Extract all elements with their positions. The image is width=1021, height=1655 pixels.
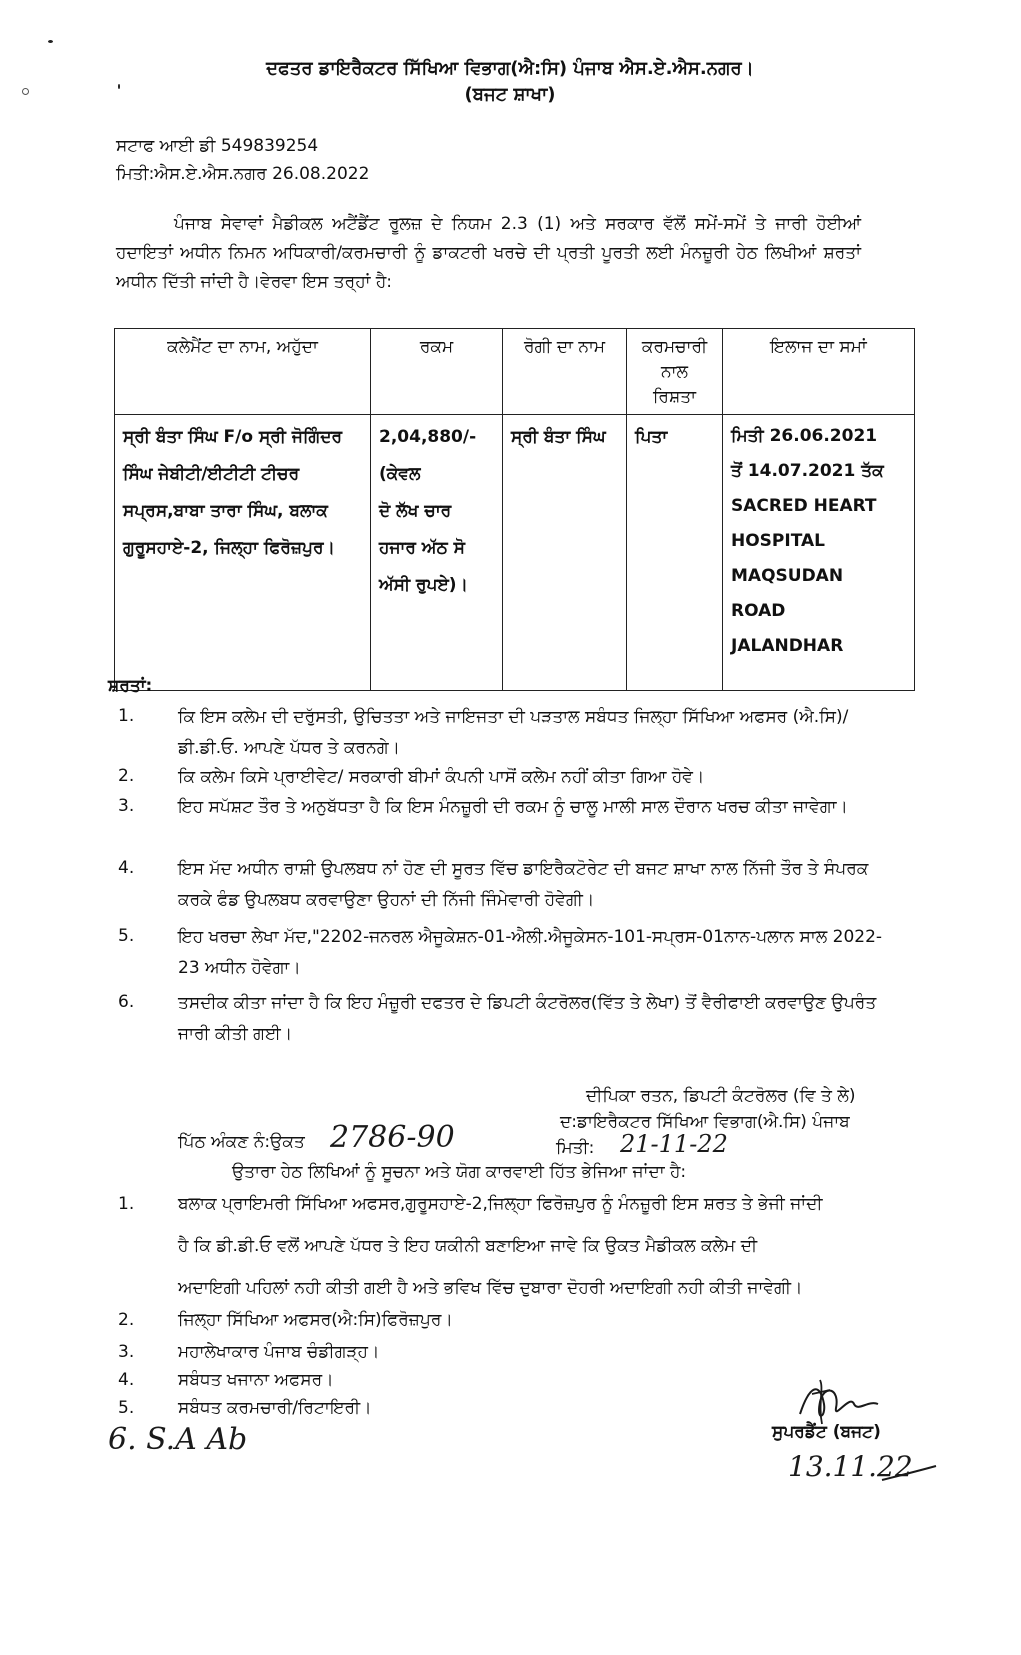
- signatory-office: ਦ:ਡਾਇਰੈਕਟਰ ਸਿੱਖਿਆ ਵਿਭਾਗ(ਐ.ਸਿ) ਪੰਜਾਬ: [560, 1112, 850, 1132]
- condition-text: ਕਿ ਇਸ ਕਲੇਮ ਦੀ ਦਰੁੱਸਤੀ, ਉਚਿਤਤਾ ਅਤੇ ਜਾਇਜਤਾ ਦੀ ਪੜਤਾਲ ਸਬੰਧਤ ਜਿਲ੍ਹਾ ਸਿੱਖਿਆ ਅਫਸਰ (ਐ.ਸਿ)/ਡੀ.ਡੀ.ਓ. ਆਪਣੇ ਪੱਧਰ ਤੇ ਕਰਨਗੇ।: [178, 707, 849, 758]
- handwritten-superintendent-date: 13.11.22: [788, 1450, 913, 1483]
- header-relation-line: ਕਰਮਚਾਰੀ: [641, 337, 708, 357]
- branch-heading: (ਬਜਟ ਸ਼ਾਖਾ): [464, 84, 556, 105]
- endorsement-line: ਸਬੰਧਤ ਖਜਾਨਾ ਅਫਸਰ।: [178, 1370, 334, 1390]
- office-heading: ਦਫਤਰ ਡਾਇਰੈਕਟਰ ਸਿੱਖਿਆ ਵਿਭਾਗ(ਐ:ਸਿ) ਪੰਜਾਬ ਐਸ.ਏ.ਐਸ.ਨਗਰ।: [266, 58, 754, 79]
- endorsement-line: ਸਬੰਧਤ ਕਰਮਚਾਰੀ/ਰਿਟਾਇਰੀ।: [178, 1398, 372, 1418]
- scan-speck: [22, 88, 29, 95]
- period-line: ROAD: [731, 601, 786, 621]
- period-line: SACRED HEART: [731, 496, 877, 516]
- endorsement-line: ਅਦਾਇਗੀ ਪਹਿਲਾਂ ਨਹੀ ਕੀਤੀ ਗਈ ਹੈ ਅਤੇ ਭਵਿਖ ਵਿੱਚ ਦੁਬਾਰਾ ਦੋਹਰੀ ਅਦਾਇਗੀ ਨਹੀ ਕੀਤੀ ਜਾਵੇਗੀ।: [178, 1278, 803, 1298]
- table-header-row: [115, 329, 915, 415]
- endorsement-line: ਬਲਾਕ ਪ੍ਰਾਇਮਰੀ ਸਿੱਖਿਆ ਅਫਸਰ,ਗੁਰੂਸਹਾਏ-2,ਜਿਲ੍ਹਾ ਫਿਰੋਜ਼ਪੁਰ ਨੂੰ ਮੰਨਜ਼ੂਰੀ ਇਸ ਸ਼ਰਤ ਤੇ ਭੇਜੀ ਜਾਂਦੀ: [178, 1194, 823, 1214]
- signatory-date-label: ਮਿਤੀ:: [556, 1138, 595, 1158]
- condition-number: 6.: [118, 992, 135, 1012]
- scan-speck: [48, 40, 53, 43]
- condition-number: 3.: [118, 796, 135, 816]
- amount-words-line: ਹਜਾਰ ਅੱਠ ਸੋ: [379, 538, 465, 558]
- staff-id: ਸਟਾਫ ਆਈ ਡੀ 549839254: [116, 136, 319, 156]
- superintendent-title: ਸੁਪਰਡੈਂਟ (ਬਜਟ): [772, 1422, 881, 1442]
- endorsement-line: ਮਹਾਲੇਖਾਕਾਰ ਪੰਜਾਬ ਚੰਡੀਗੜ੍ਹ।: [178, 1342, 380, 1362]
- condition-text: ਇਹ ਸਪੱਸ਼ਟ ਤੌਰ ਤੇ ਅਨੁਬੱਧਤਾ ਹੈ ਕਿ ਇਸ ਮੰਨਜ਼ੂਰੀ ਦੀ ਰਕਮ ਨੂੰ ਚਾਲੂ ਮਾਲੀ ਸਾਲ ਦੌਰਾਨ ਖਰਚ ਕੀਤਾ ਜਾਵੇਗਾ।: [178, 797, 848, 817]
- amount-figure: 2,04,880/-: [379, 427, 477, 447]
- endorsement-number: 5.: [118, 1398, 135, 1418]
- header-period: ਇਲਾਜ ਦਾ ਸਮਾਂ: [723, 329, 915, 415]
- table-row: [115, 415, 915, 691]
- header-relation-line: ਰਿਸ਼ਤਾ: [652, 387, 697, 407]
- header-relation: [627, 329, 723, 415]
- conditions-title: ਸ਼ਰਤਾਂ:: [108, 676, 153, 696]
- condition-text: ਤਸਦੀਕ ਕੀਤਾ ਜਾਂਦਾ ਹੈ ਕਿ ਇਹ ਮੰਜ਼ੂਰੀ ਦਫਤਰ ਦੇ ਡਿਪਟੀ ਕੰਟਰੋਲਰ(ਵਿੱਤ ਤੇ ਲੇਖਾ) ਤੋਂ ਵੈਰੀਫਾਈ ਕਰਵਾਉਣ ਉਪਰੰਤ ਜਾਰੀ ਕੀਤੀ ਗਈ।: [178, 993, 877, 1044]
- scan-speck: [118, 84, 120, 89]
- patient-cell: ਸ੍ਰੀ ਬੰਤਾ ਸਿੰਘ: [503, 415, 627, 691]
- header-claimant: ਕਲੇਮੈਂਟ ਦਾ ਨਾਮ, ਅਹੁੱਦਾ: [115, 329, 371, 415]
- amount-words-line: (ਕੇਵਲ: [379, 464, 421, 484]
- period-cell: [723, 415, 915, 691]
- claimant-line: ਸਿੰਘ ਜੇਬੀਟੀ/ਈਟੀਟੀ ਟੀਚਰ: [123, 464, 300, 484]
- date-underline: [880, 1462, 940, 1486]
- endorsement-intro: ਉਤਾਰਾ ਹੇਠ ਲਿਖਿਆਂ ਨੂੰ ਸੂਚਨਾ ਅਤੇ ਯੋਗ ਕਾਰਵਾਈ ਹਿੱਤ ਭੇਜਿਆ ਜਾਂਦਾ ਹੈ:: [232, 1162, 687, 1182]
- signatory-name: ਦੀਪਿਕਾ ਰਤਨ, ਡਿਪਟੀ ਕੰਟਰੋਲਰ (ਵਿ ਤੇ ਲੇ): [586, 1086, 856, 1106]
- condition-number: 1.: [118, 706, 135, 726]
- condition-text: ਇਹ ਖਰਚਾ ਲੇਖਾ ਮੱਦ,"2202-ਜਨਰਲ ਐਜੂਕੇਸ਼ਨ-01-ਐਲੀ.ਐਜੂਕੇਸਨ-101-ਸਪ੍ਰਸ-01ਨਾਨ-ਪਲਾਨ ਸਾਲ 2022-23 ਅਧੀਨ ਹੋਵੇਗਾ।: [178, 927, 883, 978]
- condition-text: ਕਿ ਕਲੇਮ ਕਿਸੇ ਪ੍ਰਾਈਵੇਟ/ ਸਰਕਾਰੀ ਬੀਮਾਂ ਕੰਪਨੀ ਪਾਸੋਂ ਕਲੇਮ ਨਹੀਂ ਕੀਤਾ ਗਿਆ ਹੋਵੇ।: [178, 767, 705, 787]
- endorsement-number: 4.: [118, 1370, 135, 1390]
- endorsement-number: 1.: [118, 1194, 135, 1214]
- letter-date: ਮਿਤੀ:ਐਸ.ਏ.ਐਸ.ਨਗਰ 26.08.2022: [116, 164, 370, 184]
- header-amount: ਰਕਮ: [371, 329, 503, 415]
- period-line: MAQSUDAN: [731, 566, 844, 586]
- handwritten-item-6: 6. S.A Ab: [108, 1422, 248, 1457]
- claim-table: [114, 328, 915, 691]
- claimant-cell: [115, 415, 371, 691]
- period-line: ਤੋਂ 14.07.2021 ਤੱਕ: [731, 461, 884, 481]
- amount-cell: [371, 415, 503, 691]
- endorsement-number: 3.: [118, 1342, 135, 1362]
- endorsement-label: ਪਿੱਠ ਅੰਕਣ ਨੰ:ਉਕਤ: [178, 1132, 305, 1152]
- handwritten-endorsement-number: 2786-90: [330, 1120, 455, 1155]
- condition-text: ਇਸ ਮੱਦ ਅਧੀਨ ਰਾਸ਼ੀ ਉਪਲਬਧ ਨਾਂ ਹੋਣ ਦੀ ਸੂਰਤ ਵਿੱਚ ਡਾਇਰੈਕਟੋਰੇਟ ਦੀ ਬਜਟ ਸ਼ਾਖਾ ਨਾਲ ਨਿੱਜੀ ਤੌਰ ਤੇ ਸੰਪਰਕ ਕਰਕੇ ਫੰਡ ਉਪਲਬਧ ਕਰਵਾਉਣਾ ਉਹਨਾਂ ਦੀ ਨਿੱਜੀ ਜਿੰਮੇਵਾਰੀ ਹੋਵੇਗੀ।: [178, 859, 869, 910]
- endorsement-number: 2.: [118, 1310, 135, 1330]
- period-line: JALANDHAR: [731, 636, 844, 656]
- amount-words-line: ਅੱਸੀ ਰੁਪਏ)।: [379, 575, 469, 595]
- header-relation-line: ਨਾਲ: [661, 362, 688, 382]
- claimant-line: ਗੁਰੂਸਹਾਏ-2, ਜਿਲ੍ਹਾ ਫਿਰੋਜ਼ਪੁਰ।: [123, 538, 336, 558]
- intro-paragraph: ਪੰਜਾਬ ਸੇਵਾਵਾਂ ਮੈਡੀਕਲ ਅਟੈਂਡੈਂਟ ਰੂਲਜ਼ ਦੇ ਨਿਯਮ 2.3 (1) ਅਤੇ ਸਰਕਾਰ ਵੱਲੋਂ ਸਮੇਂ-ਸਮੇਂ ਤੇ ਜਾਰੀ ਹੋਈਆਂ ਹਦਾਇਤਾਂ ਅਧੀਨ ਨਿਮਨ ਅਧਿਕਾਰੀ/ਕਰਮਚਾਰੀ ਨੂੰ ਡਾਕਟਰੀ ਖਰਚੇ ਦੀ ਪ੍ਰਤੀ ਪੂਰਤੀ ਲਈ ਮੰਨਜ਼ੂਰੀ ਹੇਠ ਲਿਖੀਆਂ ਸ਼ਰਤਾਂ ਅਧੀਨ ਦਿੱਤੀ ਜਾਂਦੀ ਹੈ।ਵੇਰਵਾ ਇਸ ਤਰ੍ਹਾਂ ਹੈ:: [116, 214, 861, 292]
- header-patient: ਰੋਗੀ ਦਾ ਨਾਮ: [503, 329, 627, 415]
- amount-words-line: ਦੋ ਲੱਖ ਚਾਰ: [379, 501, 452, 521]
- claimant-line: ਸਪ੍ਰਸ,ਬਾਬਾ ਤਾਰਾ ਸਿੰਘ, ਬਲਾਕ: [123, 501, 328, 521]
- period-line: ਮਿਤੀ 26.06.2021: [731, 426, 878, 446]
- period-line: HOSPITAL: [731, 531, 825, 551]
- condition-number: 4.: [118, 858, 135, 878]
- endorsement-line: ਹੈ ਕਿ ਡੀ.ਡੀ.ਓ ਵਲੋਂ ਆਪਣੇ ਪੱਧਰ ਤੇ ਇਹ ਯਕੀਨੀ ਬਣਾਇਆ ਜਾਵੇ ਕਿ ਉਕਤ ਮੈਡੀਕਲ ਕਲੇਮ ਦੀ: [178, 1236, 758, 1256]
- claimant-line: ਸ੍ਰੀ ਬੰਤਾ ਸਿੰਘ F/o ਸ੍ਰੀ ਜੋਗਿੰਦਰ: [123, 427, 343, 447]
- endorsement-line: ਜਿਲ੍ਹਾ ਸਿੱਖਿਆ ਅਫਸਰ(ਐ:ਸਿ)ਫਿਰੋਜ਼ਪੁਰ।: [178, 1310, 453, 1330]
- condition-number: 2.: [118, 766, 135, 786]
- relation-cell: ਪਿਤਾ: [627, 415, 723, 691]
- condition-number: 5.: [118, 926, 135, 946]
- handwritten-date: 21-11-22: [620, 1130, 728, 1158]
